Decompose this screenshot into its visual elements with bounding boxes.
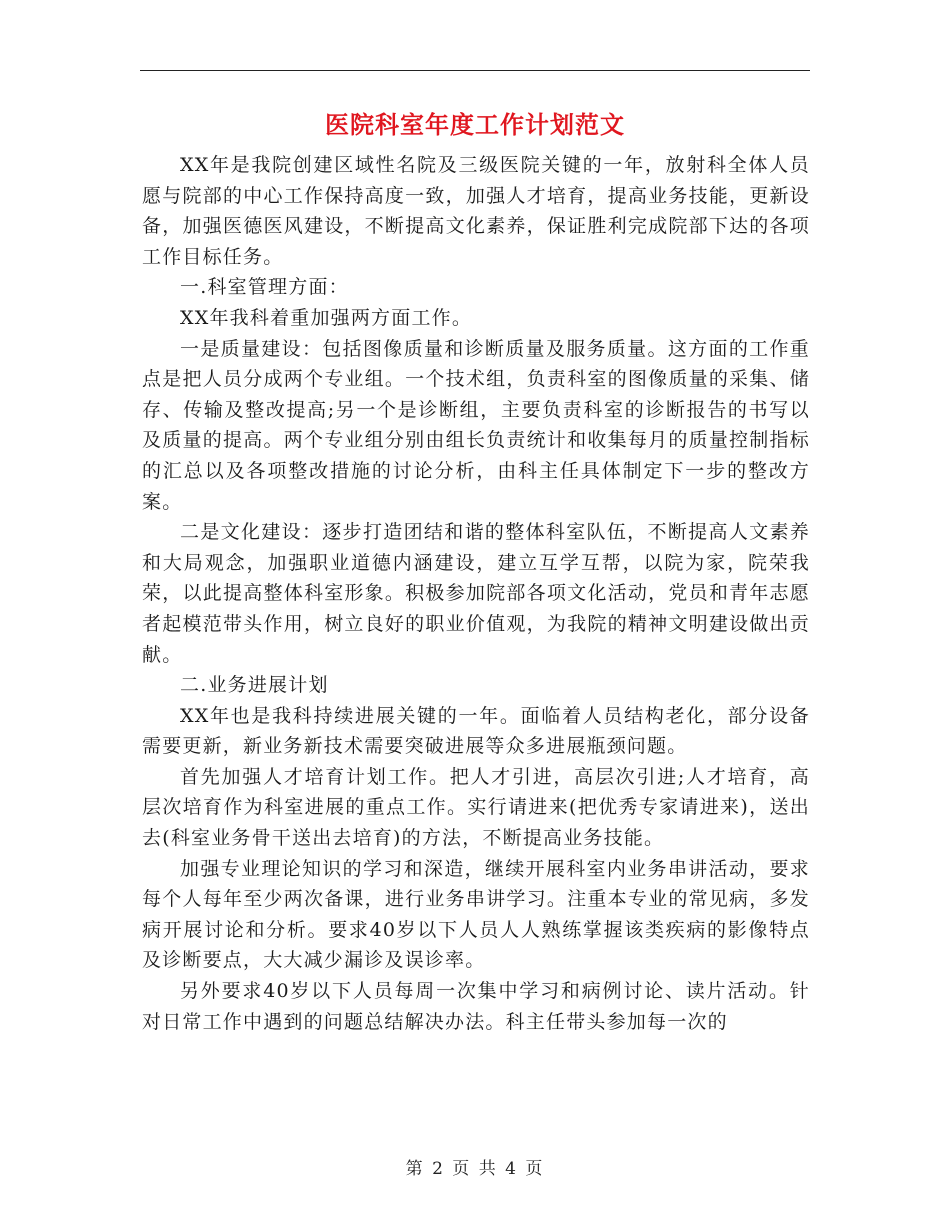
paragraph-intro: XX年是我院创建区域性名院及三级医院关键的一年，放射科全体人员愿与院部的中心工作保持高度一致，加强人才培育，提高业务技能，更新设备，加强医德医风建设，不断提高文化素养，保证胜利完成院部下达的各项工作目标任务。 <box>142 154 810 268</box>
section-heading-management: 一.科室管理方面： <box>180 276 349 299</box>
paragraph-business-overview: XX年也是我科持续进展关键的一年。面临着人员结构老化，部分设备需要更新，新业务新技术需要突破进展等众多进展瓶颈问题。 <box>142 704 810 758</box>
document-title: 医院科室年度工作计划范文 <box>325 110 625 139</box>
paragraph-culture-construction: 二是文化建设：逐步打造团结和谐的整体科室队伍，不断提高人文素养和大局观念，加强职业道德内涵建设，建立互学互帮，以院为家，院荣我荣，以此提高整体科室形象。积极参加院部各项文化活动，党员和青年志愿者起模范带头作用，树立良好的职业价值观，为我院的精神文明建设做出贡献。 <box>142 521 810 666</box>
paragraph-theory-study: 加强专业理论知识的学习和深造，继续开展科室内业务串讲活动，要求每个人每年至少两次备课，进行业务串讲学习。注重本专业的常见病，多发病开展讨论和分析。要求40岁以下人员人人熟练掌握该类疾病的影像特点及诊断要点，大大减少漏诊及误诊率。 <box>142 857 810 972</box>
paragraph-talent-training: 首先加强人才培育计划工作。把人才引进，高层次引进;人才培育，高层次培育作为科室进展的重点工作。实行请进来(把优秀专家请进来)，送出去(科室业务骨干送出去培育)的方法，不断提高业务技能。 <box>142 765 810 850</box>
paragraph-management-summary: XX年我科着重加强两方面工作。 <box>180 306 473 329</box>
header-rule <box>140 70 810 71</box>
paragraph-weekly-study: 另外要求40岁以下人员每周一次集中学习和病例讨论、读片活动。针对日常工作中遇到的问题总结解决办法。科主任带头参加每一次的 <box>142 980 810 1033</box>
page-number: 第 2 页 共 4 页 <box>405 1159 545 1179</box>
document-body <box>142 150 810 1037</box>
paragraph-quality-construction: 一是质量建设：包括图像质量和诊断质量及服务质量。这方面的工作重点是把人员分成两个专业组。一个技术组，负责科室的图像质量的采集、储存、传输及整改提高;另一个是诊断组，主要负责科室的诊断报告的书写以及质量的提高。两个专业组分别由组长负责统计和收集每月的质量控制指标的汇总以及各项整改措施的讨论分析，由科主任具体制定下一步的整改方案。 <box>142 337 810 513</box>
section-heading-business: 二.业务进展计划 <box>180 674 329 697</box>
